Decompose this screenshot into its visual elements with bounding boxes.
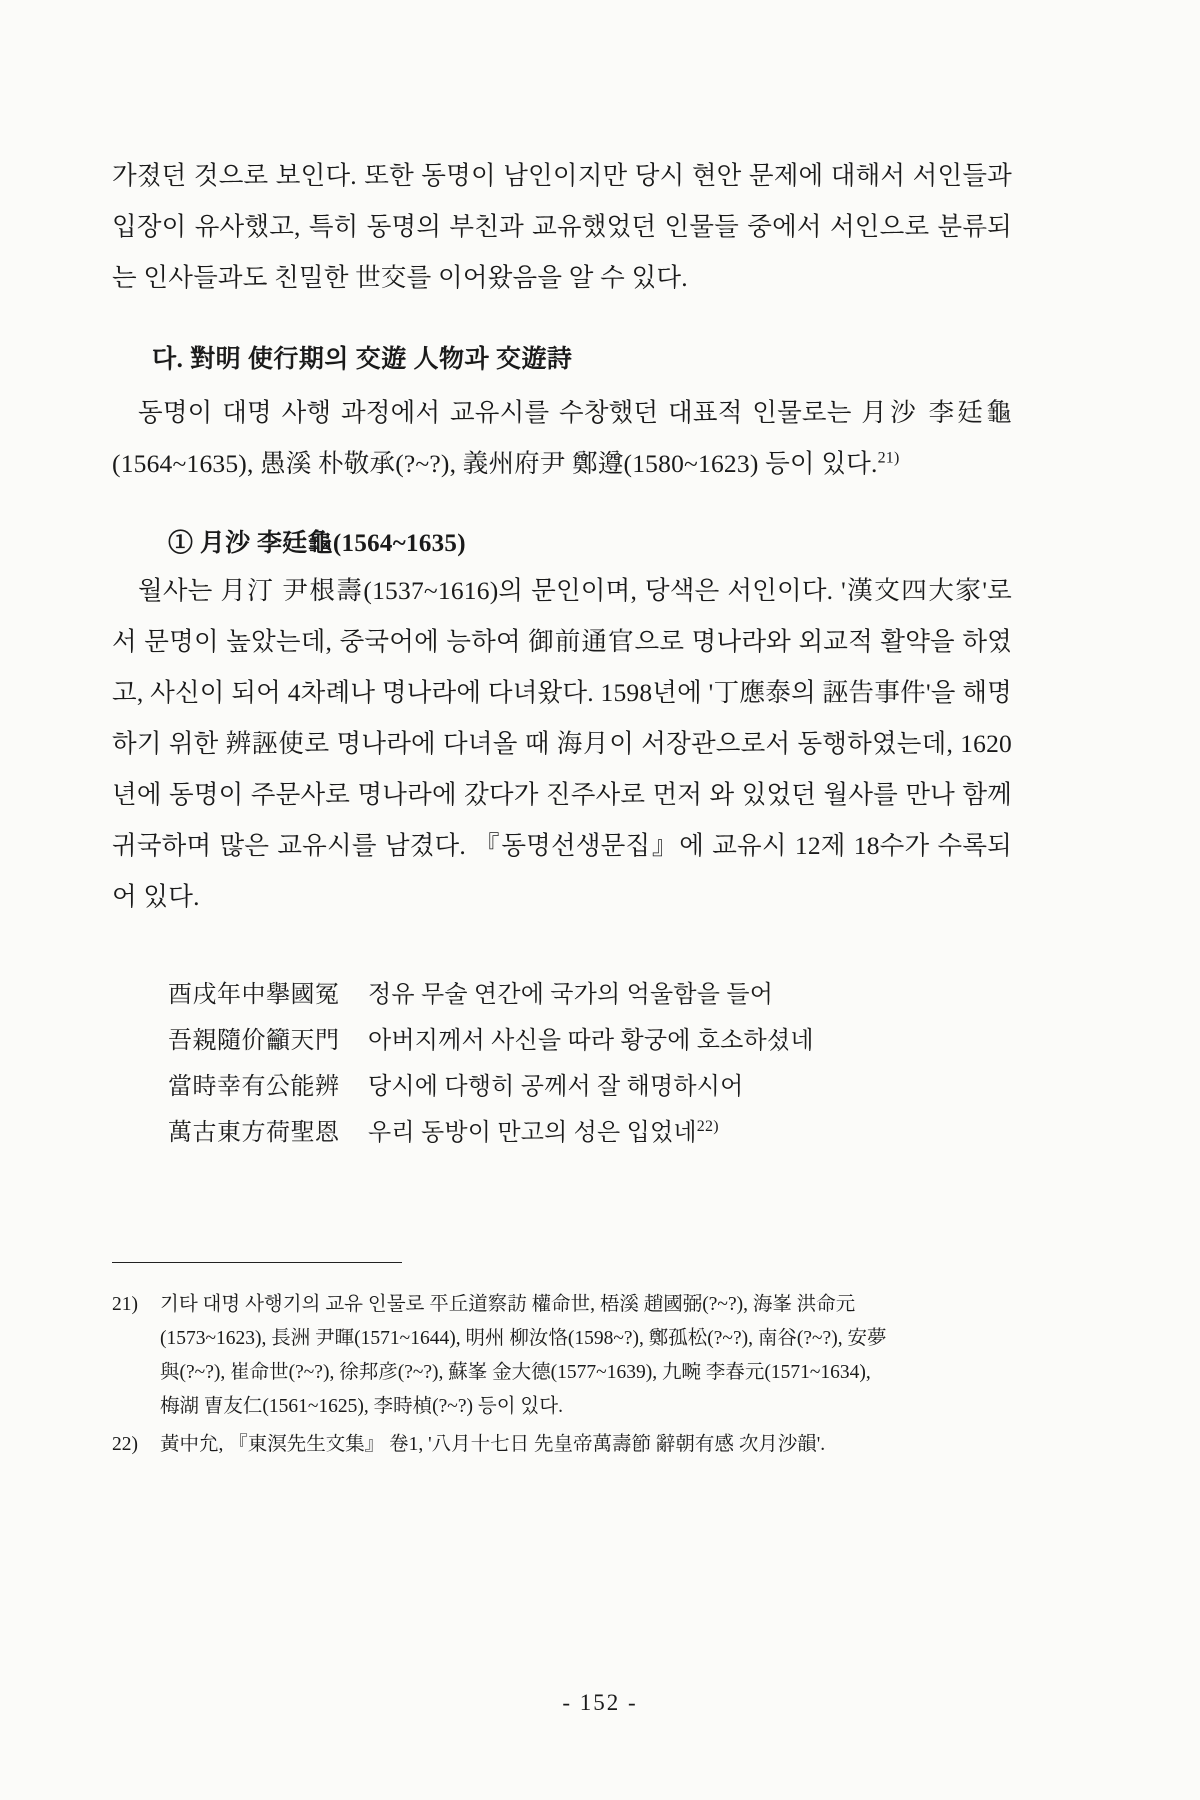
footnote-item — [112, 1428, 1012, 1462]
page-number: - 152 - — [562, 1690, 638, 1715]
paragraph-intro-line1: 동명이 대명 사행 과정에서 교유시를 수창했던 대표적 인물로는 月沙 李廷龜 — [138, 398, 1012, 427]
footnote-text — [160, 1288, 1012, 1424]
footnote-line: 與(?~?), 崔命世(?~?), 徐邦彦(?~?), 蘇峯 金大德(1577~1639), 九畹 李春元(1571~1634), — [160, 1362, 871, 1383]
poem-translation-text: 정유 무술 연간에 국가의 억울함을 들어 — [368, 982, 774, 1008]
footnote-number: 21) — [112, 1294, 138, 1315]
paragraph-biography: 월사는 月汀 尹根壽(1537~1616)의 문인이며, 당색은 서인이다. '漢文四大家'로서 문명이 높았는데, 중국어에 능하여 御前通官으로 명나라와 외교적 활약을 하였고, 사신이 되어 4차례나 명나라에 다녀왔다. 1598년에 '丁應泰의 誣告事件'을 해명하기 위한 辨誣使로 명나라에 다녀올 때 海月이 서장관으로서 동행하였는데, 1620년에 동명이 주문사로 명나라에 갔다가 진주사로 먼저 와 있었던 월사를 만나 함께 귀국하며 많은 교유시를 남겼다. 『동명선생문집』에 교유시 12제 18수가 수록되어 있다. — [112, 576, 1012, 911]
footnote-text — [160, 1428, 1012, 1462]
footnote-line: 기타 대명 사행기의 교유 인물로 平丘道察訪 權命世, 梧溪 趙國弼(?~?), 海峯 洪命元 — [160, 1294, 856, 1315]
poem-original-text: 吾親隨价籲天門 — [168, 1028, 340, 1054]
paragraph-continuation: 가졌던 것으로 보인다. 또한 동명이 남인이지만 당시 현안 문제에 대해서 서인들과 입장이 유사했고, 특히 동명의 부친과 교유했었던 인물들 중에서 서인으로 분류되는 인사들과도 친밀한 世交를 이어왔음을 알 수 있다. — [112, 161, 1012, 292]
poem-line — [168, 972, 1012, 1018]
poem-block — [168, 972, 1012, 1156]
footnote-line: 梅湖 曺友仁(1561~1625), 李時楨(?~?) 등이 있다. — [160, 1396, 563, 1417]
poem-line — [168, 1018, 1012, 1064]
footnote-separator — [112, 1262, 402, 1263]
poem-translation-text — [368, 1110, 1012, 1156]
paragraph-intro-line2: (1564~1635), 愚溪 朴敬承(?~?), 義州府尹 鄭遵(1580~1623) 등이 있다. — [112, 449, 878, 478]
footnote-ref-21: 21) — [877, 449, 900, 467]
poem-translation-text: 아버지께서 사신을 따라 황궁에 호소하셨네 — [368, 1028, 814, 1054]
poem-original-text: 酉戌年中擧國冤 — [168, 982, 340, 1008]
footnotes-area — [112, 1288, 1012, 1466]
paragraph-intro — [112, 387, 1012, 489]
footnote-item — [112, 1288, 1012, 1424]
footnote-line: (1573~1623), 長洲 尹暉(1571~1644), 明州 柳汝恪(1598~?), 鄭孤松(?~?), 南谷(?~?), 安夢 — [160, 1328, 887, 1349]
poem-original-text: 萬古東方荷聖恩 — [168, 1120, 340, 1146]
footnote-line: 黃中允, 『東溟先生文集』 卷1, '八月十七日 先皇帝萬壽節 辭朝有感 次月沙韻'. — [160, 1434, 826, 1455]
footnote-number: 22) — [112, 1434, 138, 1455]
poem-original-text: 當時幸有公能辨 — [168, 1074, 340, 1100]
page-content — [112, 150, 1012, 1156]
footnote-ref-22: 22) — [696, 1118, 719, 1135]
poem-translation-body: 우리 동방이 만고의 성은 입었네 — [368, 1120, 697, 1146]
section-heading: 다. 對明 使行期의 交遊 人物과 交遊詩 — [152, 346, 573, 373]
poem-line — [168, 1110, 1012, 1156]
subsection-heading: ① 月沙 李廷龜(1564~1635) — [168, 530, 466, 557]
poem-line — [168, 1064, 1012, 1110]
poem-translation-text: 당시에 다행히 공께서 잘 해명하시어 — [368, 1074, 744, 1100]
